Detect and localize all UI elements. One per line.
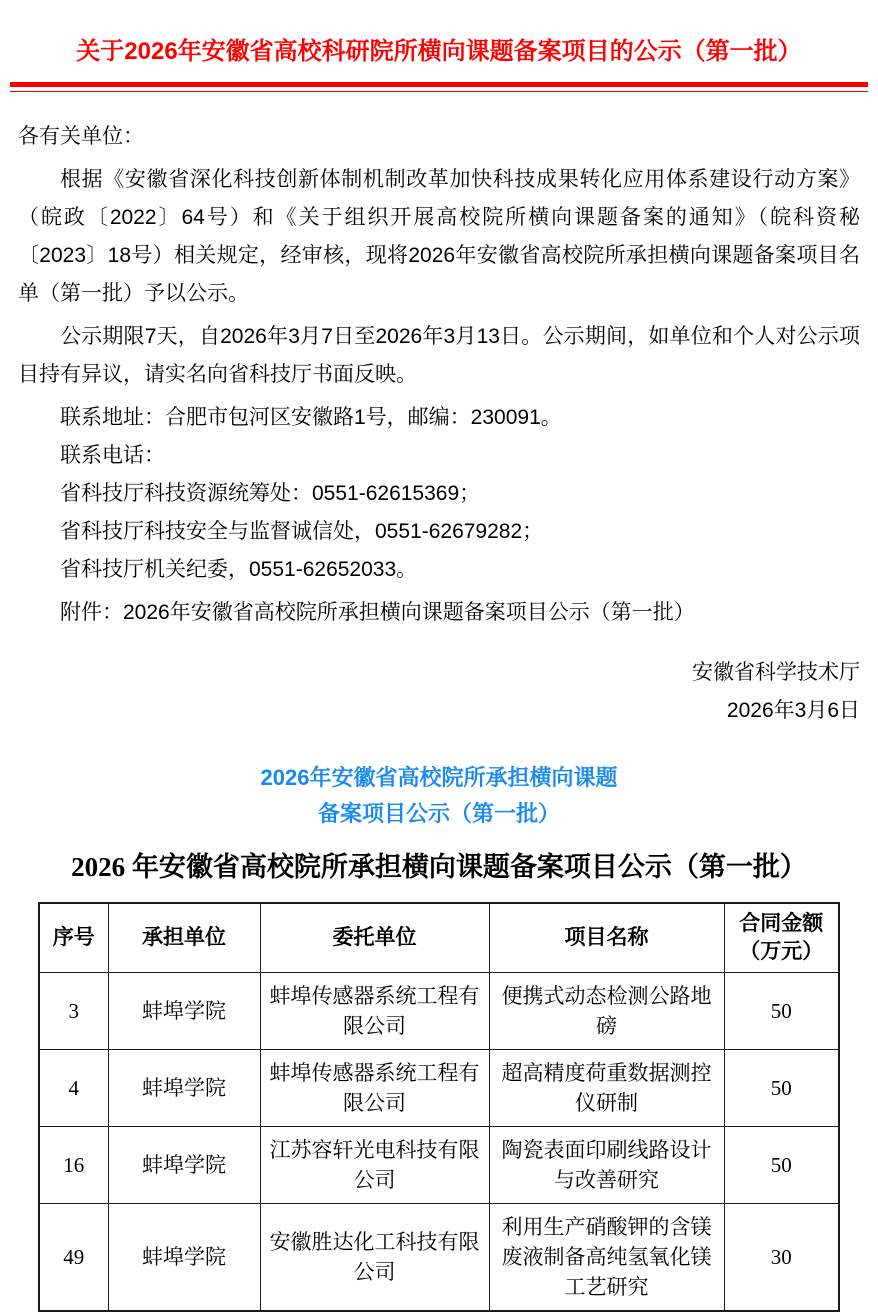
cell-client-unit: 蚌埠传感器系统工程有限公司 [260,1050,489,1127]
attachment-blue-title-line1: 2026年安徽省高校院所承担横向课题 [260,765,618,790]
table-row [39,1050,839,1127]
attachment-blue-title-line2: 备案项目公示（第一批） [317,801,560,826]
projects-table [38,902,840,1312]
cell-contract-amount: 50 [724,1127,839,1204]
contact-phone-supervision: 省科技厅科技安全与监督诚信处，0551-62679282； [60,520,544,543]
signature-org: 安徽省科学技术厅 [692,661,860,684]
paragraph-basis: 根据《安徽省深化科技创新体制机制改革加快科技成果转化应用体系建设行动方案》（皖政〔2022〕64号）和《关于组织开展高校院所横向课题备案的通知》（皖科资秘〔2023〕18号）相关规定，经审核，现将2026年安徽省高校院所承担横向课题备案项目名单（第一批）予以公示。 [18,168,860,305]
cell-contract-amount: 50 [724,973,839,1050]
attachment-table-title: 2026 年安徽省高校院所承担横向课题备案项目公示（第一批） [71,852,807,882]
cell-client-unit: 安徽胜达化工科技有限公司 [260,1204,489,1312]
cell-seq: 49 [39,1204,108,1312]
cell-project-name: 陶瓷表面印刷线路设计与改善研究 [489,1127,724,1204]
cell-undertaking-unit: 蚌埠学院 [108,1204,260,1312]
red-rule-thick [10,82,868,87]
cell-project-name: 利用生产硝酸钾的含镁废液制备高纯氢氧化镁工艺研究 [489,1204,724,1312]
attachment-blue-title [18,760,860,832]
table-header-row [39,903,839,973]
cell-contract-amount: 50 [724,1050,839,1127]
contact-phone-label: 联系电话： [60,444,165,467]
salutation: 各有关单位： [18,125,144,148]
contact-block [18,399,860,589]
cell-seq: 16 [39,1127,108,1204]
table-row [39,1204,839,1312]
contact-address: 联系地址：合肥市包河区安徽路1号，邮编：230091。 [60,406,562,429]
signature-block [18,654,860,730]
cell-undertaking-unit: 蚌埠学院 [108,1050,260,1127]
cell-project-name: 超高精度荷重数据测控仪研制 [489,1050,724,1127]
header-contract-amount: 合同金额（万元） [724,903,839,973]
cell-seq: 4 [39,1050,108,1127]
cell-seq: 3 [39,973,108,1050]
cell-client-unit: 江苏容轩光电科技有限公司 [260,1127,489,1204]
cell-contract-amount: 30 [724,1204,839,1312]
signature-date: 2026年3月6日 [726,699,860,722]
cell-client-unit: 蚌埠传感器系统工程有限公司 [260,973,489,1050]
table-row [39,1127,839,1204]
contact-phone-discipline: 省科技厅机关纪委，0551-62652033。 [60,558,418,581]
header-project-name: 项目名称 [489,903,724,973]
header-seq: 序号 [39,903,108,973]
header-undertaking-unit: 承担单位 [108,903,260,973]
cell-undertaking-unit: 蚌埠学院 [108,1127,260,1204]
attachment-reference: 附件：2026年安徽省高校院所承担横向课题备案项目公示（第一批） [60,601,695,624]
cell-project-name: 便携式动态检测公路地磅 [489,973,724,1050]
red-rule-thin [10,91,868,92]
cell-undertaking-unit: 蚌埠学院 [108,973,260,1050]
paragraph-publicity-period: 公示期限7天，自2026年3月7日至2026年3月13日。公示期间，如单位和个人对公示项目持有异议，请实名向省科技厅书面反映。 [18,325,860,386]
document-title: 关于2026年安徽省高校科研院所横向课题备案项目的公示（第一批） [76,38,802,65]
contact-phone-resources: 省科技厅科技资源统筹处：0551-62615369； [60,482,481,505]
document-body [0,118,878,884]
header-client-unit: 委托单位 [260,903,489,973]
table-row [39,973,839,1050]
